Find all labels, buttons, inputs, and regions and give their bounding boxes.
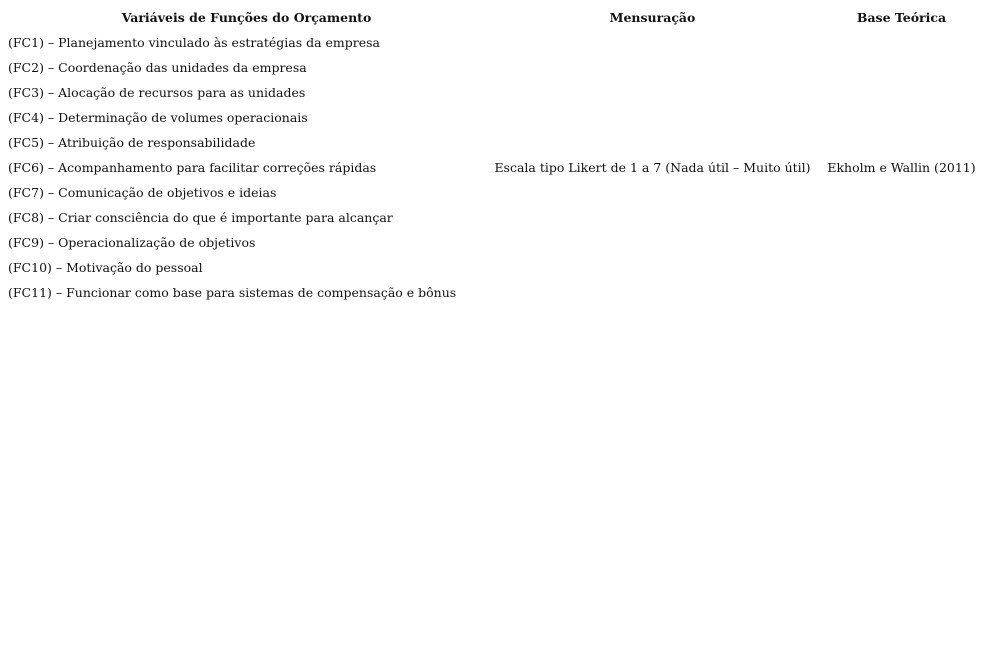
header-variables: Variáveis de Funções do Orçamento bbox=[121, 10, 372, 25]
variable-cell: (FC4) – Determinação de volumes operacionais bbox=[8, 110, 308, 125]
measurement-cell bbox=[485, 255, 820, 280]
table-row bbox=[8, 155, 983, 180]
measurement-cell bbox=[485, 180, 820, 205]
table-row bbox=[8, 205, 983, 230]
theoretical-basis-cell bbox=[820, 30, 983, 55]
measurement-cell bbox=[485, 105, 820, 130]
table-row bbox=[8, 280, 983, 305]
table-row bbox=[8, 55, 983, 80]
theoretical-basis-cell bbox=[820, 230, 983, 255]
measurement-cell bbox=[485, 230, 820, 255]
table-row bbox=[8, 230, 983, 255]
variable-cell: (FC11) – Funcionar como base para sistemas de compensação e bônus bbox=[8, 285, 457, 300]
measurement-cell bbox=[485, 80, 820, 105]
table-row bbox=[8, 130, 983, 155]
variable-cell: (FC9) – Operacionalização de objetivos bbox=[8, 235, 256, 250]
theoretical-basis-cell bbox=[820, 255, 983, 280]
measurement-cell: Escala tipo Likert de 1 a 7 (Nada útil – Muito útil) bbox=[494, 160, 811, 175]
theoretical-basis-cell bbox=[820, 130, 983, 155]
variable-cell: (FC8) – Criar consciência do que é importante para alcançar bbox=[8, 210, 393, 225]
variable-cell: (FC5) – Atribuição de responsabilidade bbox=[8, 135, 256, 150]
measurement-cell bbox=[485, 280, 820, 305]
variable-cell: (FC7) – Comunicação de objetivos e ideias bbox=[8, 185, 277, 200]
table-row bbox=[8, 105, 983, 130]
theoretical-basis-cell bbox=[820, 205, 983, 230]
variable-cell: (FC10) – Motivação do pessoal bbox=[8, 260, 203, 275]
variable-cell: (FC3) – Alocação de recursos para as unidades bbox=[8, 85, 306, 100]
variable-cell: (FC1) – Planejamento vinculado às estratégias da empresa bbox=[8, 35, 380, 50]
budget-functions-table bbox=[8, 5, 983, 305]
measurement-cell bbox=[485, 55, 820, 80]
theoretical-basis-cell bbox=[820, 180, 983, 205]
theoretical-basis-cell: Ekholm e Wallin (2011) bbox=[827, 160, 976, 175]
table-header-row bbox=[8, 5, 983, 30]
theoretical-basis-cell bbox=[820, 80, 983, 105]
theoretical-basis-cell bbox=[820, 280, 983, 305]
header-theoretical-basis: Base Teórica bbox=[856, 10, 947, 25]
table-row bbox=[8, 30, 983, 55]
theoretical-basis-cell bbox=[820, 55, 983, 80]
table-row bbox=[8, 180, 983, 205]
measurement-cell bbox=[485, 205, 820, 230]
measurement-cell bbox=[485, 130, 820, 155]
table-row bbox=[8, 80, 983, 105]
table-row bbox=[8, 255, 983, 280]
budget-functions-table-container bbox=[8, 5, 983, 305]
header-measurement: Mensuração bbox=[609, 10, 696, 25]
variable-cell: (FC6) – Acompanhamento para facilitar correções rápidas bbox=[8, 160, 377, 175]
measurement-cell bbox=[485, 30, 820, 55]
theoretical-basis-cell bbox=[820, 105, 983, 130]
variable-cell: (FC2) – Coordenação das unidades da empresa bbox=[8, 60, 307, 75]
